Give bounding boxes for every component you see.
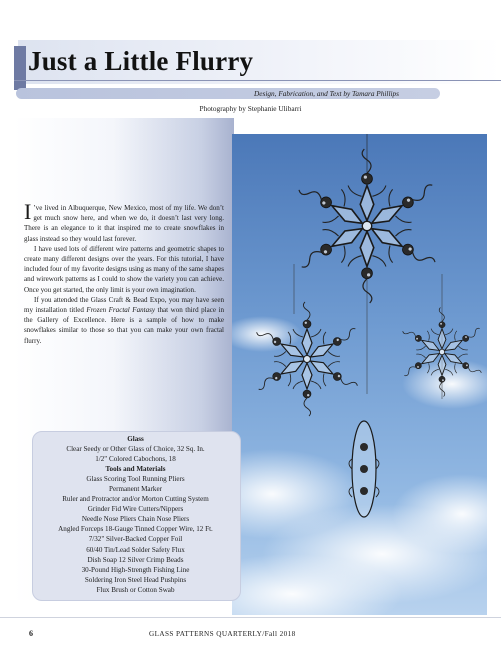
paragraph-3-text-b: that won third place in the Gallery of Excellence. Here is a sample of how to make snowflakes similar to those so that you can make your own fractal flurry. bbox=[24, 306, 224, 345]
tools-item: 60/40 Tin/Lead Solder Safety Flux bbox=[86, 545, 185, 554]
paragraph-1 bbox=[24, 199, 224, 244]
snowflake-photo bbox=[232, 134, 487, 615]
tools-item: Ruler and Protractor and/or Morton Cutting System bbox=[62, 495, 209, 504]
installation-title: Frozen Fractal Fantasy bbox=[86, 306, 155, 315]
design-credit: Design, Fabrication, and Text by Tamara Phillips bbox=[254, 89, 399, 98]
paragraph-1-text: ’ve lived in Albuquerque, New Mexico, most of my life. We don’t get much snow here, and when we do, it doesn’t last very long. There is an elegance to it that inspired me to create snowflakes in glass instead so they would last forever. bbox=[24, 204, 224, 243]
tools-item: Permanent Marker bbox=[109, 485, 162, 494]
tools-item: Soldering Iron Steel Head Pushpins bbox=[84, 575, 187, 584]
footer-rule bbox=[0, 617, 501, 618]
tools-item: Flux Brush or Cotton Swab bbox=[96, 585, 175, 594]
page-title: Just a Little Flurry bbox=[28, 46, 254, 76]
snowflake-photo-art bbox=[232, 134, 487, 615]
tools-item: 30-Pound High-Strength Fishing Line bbox=[81, 565, 190, 574]
photo-credit: Photography by Stephanie Ulibarri bbox=[199, 104, 302, 113]
tools-item: Glass Scoring Tool Running Pliers bbox=[86, 475, 185, 484]
paragraph-2: I have used lots of different wire patterns and geometric shapes to create many different designs over the years. For this tutorial, I have included four of my favorite designs using as many of the same shapes and wirework patterns as I could to show the variety you can achieve. Once you get started, the only limit is your own imagination. bbox=[24, 244, 224, 294]
header-accent-bar bbox=[14, 46, 26, 90]
tools-item: Angled Forceps 18-Gauge Tinned Copper Wire, 12 Ft. bbox=[58, 525, 213, 534]
magazine-footer: GLASS PATTERNS QUARTERLY/Fall 2018 bbox=[149, 630, 296, 638]
tools-item: 7/32" Silver-Backed Copper Foil bbox=[88, 535, 183, 544]
glass-item: Clear Seedy or Other Glass of Choice, 32 Sq. In. bbox=[66, 445, 205, 454]
tools-item: Dish Soap 12 Silver Crimp Beads bbox=[87, 555, 184, 564]
tools-item: Needle Nose Pliers Chain Nose Pliers bbox=[81, 515, 190, 524]
materials-list bbox=[32, 434, 239, 595]
glass-item: 1/2" Colored Cabochons, 18 bbox=[95, 455, 176, 464]
paragraph-3-text-a: If you attended the Glass Craft & Bead Expo, you may have seen my installation titled bbox=[24, 295, 224, 315]
glass-heading: Glass bbox=[127, 435, 144, 443]
drop-cap: I bbox=[24, 199, 32, 224]
tools-item: Grinder Fid Wire Cutters/Nippers bbox=[87, 505, 184, 514]
tools-heading: Tools and Materials bbox=[105, 465, 166, 474]
title-rule bbox=[14, 80, 501, 81]
article-body bbox=[24, 199, 224, 346]
paragraph-3 bbox=[24, 295, 224, 346]
page-number: 6 bbox=[29, 629, 33, 638]
